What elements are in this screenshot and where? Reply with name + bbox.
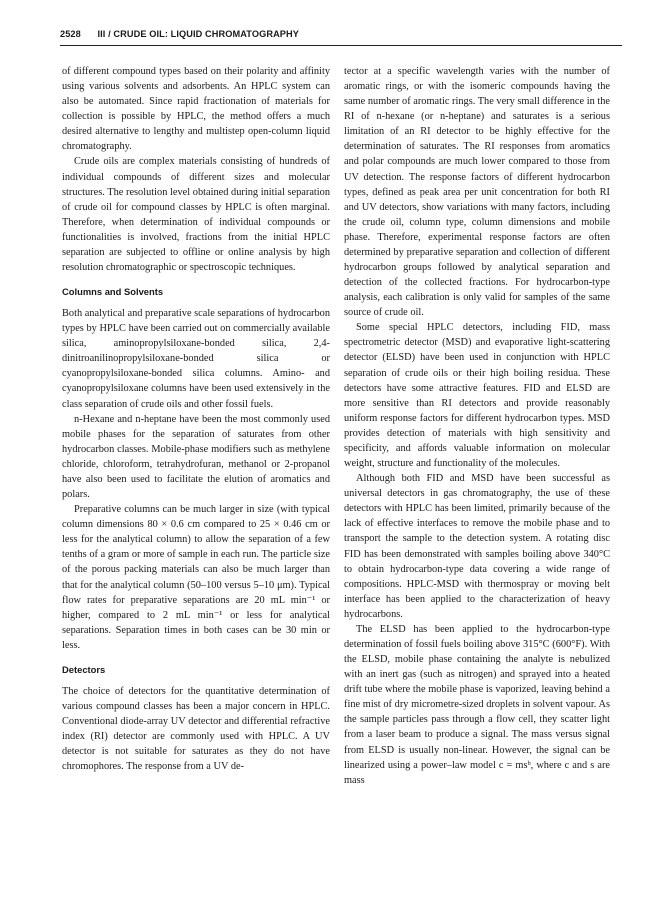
paragraph: of different compound types based on their polarity and affinity using various solvents and adsorbents. An HPLC system can also be automated. Since rapid fractionation of materials for collection is possible by HPLC, the method offers a much desired alternative to lengthy and multistep open-column liquid chromatography. [62,66,330,153]
section-title: III / CRUDE OIL: LIQUID CHROMATOGRAPHY [97,29,300,39]
section-heading-columns-and-solvents: Columns and Solvents [62,286,164,298]
paragraph: The choice of detectors for the quantitative determination of various compound classes has been a major concern in HPLC. Conventional diode-array UV detector and differential refractive index (RI) detector are commonly used with HPLC. A UV detector is not suitable for saturates as they do not have chromophores. The response from a UV de- [62,685,330,773]
page-number: 2528 [60,29,81,39]
header-rule [60,45,622,46]
section-heading-detectors: Detectors [62,663,106,675]
left-column [62,64,330,774]
running-head [60,29,622,39]
paragraph: Both analytical and preparative scale separations of hydrocarbon types by HPLC have been carried out on commercially available silica, aminopropylsiloxane-bonded silica, 2,4-dinitroanilinopropylsiloxane-bonded silica or cyanopropylsiloxane-bonded silica columns. Amino- and cyanopropylsiloxane columns have been used extensively in the class separation of crude oils and other fossil fuels. [62,308,330,410]
paragraph: Some special HPLC detectors, including FID, mass spectrometric detector (MSD) and evaporative light-scattering detector (ELSD) have been used in conjunction with HPLC separation of crude oils or their high boiling residua. These detectors have some attractive features. FID and ELSD are more sensitive than RI detectors and provide reasonably uniform response factors for different hydrocarbon types. MSD provides detection of materials with high sensitivity and specificity, and affords valuable information on molecular weight, structure and functionality of the molecules. [344,322,610,470]
paragraph: Preparative columns can be much larger in size (with typical column dimensions 80 × 0.6 cm compared to 25 × 0.46 cm or less for the analytical column) to allow the separation of a few tenths of a gram or more of sample in each run. The particle size of the porous packing materials can also be much larger than that for the analytical column (50–100 versus 5–10 μm). Typical flow rates for preparative separations are 20 mL min⁻¹ or higher, compared to 2 mL min⁻¹ or less for analytical separations. Separation times in both cases can be 30 min or less. [62,504,330,651]
paragraph: n-Hexane and n-heptane have been the most commonly used mobile phases for the separation of saturates from other hydrocarbon classes. Mobile-phase modifiers such as methylene chloride, chloroform, tetrahydrofuran, methanol or 2-propanol have also been used to facilitate the elution of aromatics and polars. [62,413,330,501]
paragraph: Crude oils are complex materials consisting of hundreds of individual compounds of different sizes and molecular structures. The resolution level obtained during initial separation of crude oil for compound classes by HPLC is often marginal. Therefore, when determination of individual compounds or functionalities is involved, fractions from the initial HPLC separation are subjected to offline or online analysis by high resolution chromatographic or spectroscopic techniques. [62,156,330,274]
paragraph: tector at a specific wavelength varies with the number of aromatic rings, or with the isomeric compounds having the same number of aromatic rings. The very small difference in the RI of n-hexane (or n-heptane) and saturates is a serious limitation of an RI detector to be highly effective for the determination of saturates. The RI responses from aromatics and polar compounds are much lower compared to those from UV detection. The response factors of different hydrocarbon types, defined as peak area per unit concentration for both RI and UV detectors, show variations with many factors, including the crude oil, column type, column dimensions and mobile phase. Therefore, experimental response factors are often determined by preparative separation and collection of different hydrocarbon groups followed by analytical separation and detection of the collected fractions. For hydrocarbon-type analysis, each calibration is only valid for samples of the same source of crude oil. [344,66,610,319]
right-column [344,64,610,788]
paragraph: Although both FID and MSD have been successful as universal detectors in gas chromatography, the use of these detectors with HPLC has been limited, primarily because of the lack of effective interfaces to remove the mobile phase and to transport the sample to the detection system. A rotating disc FID has been demonstrated with samples boiling above 340°C to obtain hydrocarbon-type data covering a wide range of compositions. HPLC-MSD with thermospray or moving belt interface has been applied to the characterization of heavy hydrocarbons. [344,473,610,620]
paragraph: The ELSD has been applied to the hydrocarbon-type determination of fossil fuels boiling above 315°C (600°F). With the ELSD, mobile phase containing the analyte is nebulized with an inert gas (such as nitrogen) and sprayed into a heated drift tube where the mobile phase is vaporized, leaving behind a fine mist of dry micrometre-sized droplets in solvent vapour. As the sample particles pass through a flow cell, they scatter light from a laser beam to produce a signal. The mass versus signal from ELSD is usually non-linear. However, the signal can be linearized using a power–law model c = msᵇ, where c and s are mass [344,623,610,786]
